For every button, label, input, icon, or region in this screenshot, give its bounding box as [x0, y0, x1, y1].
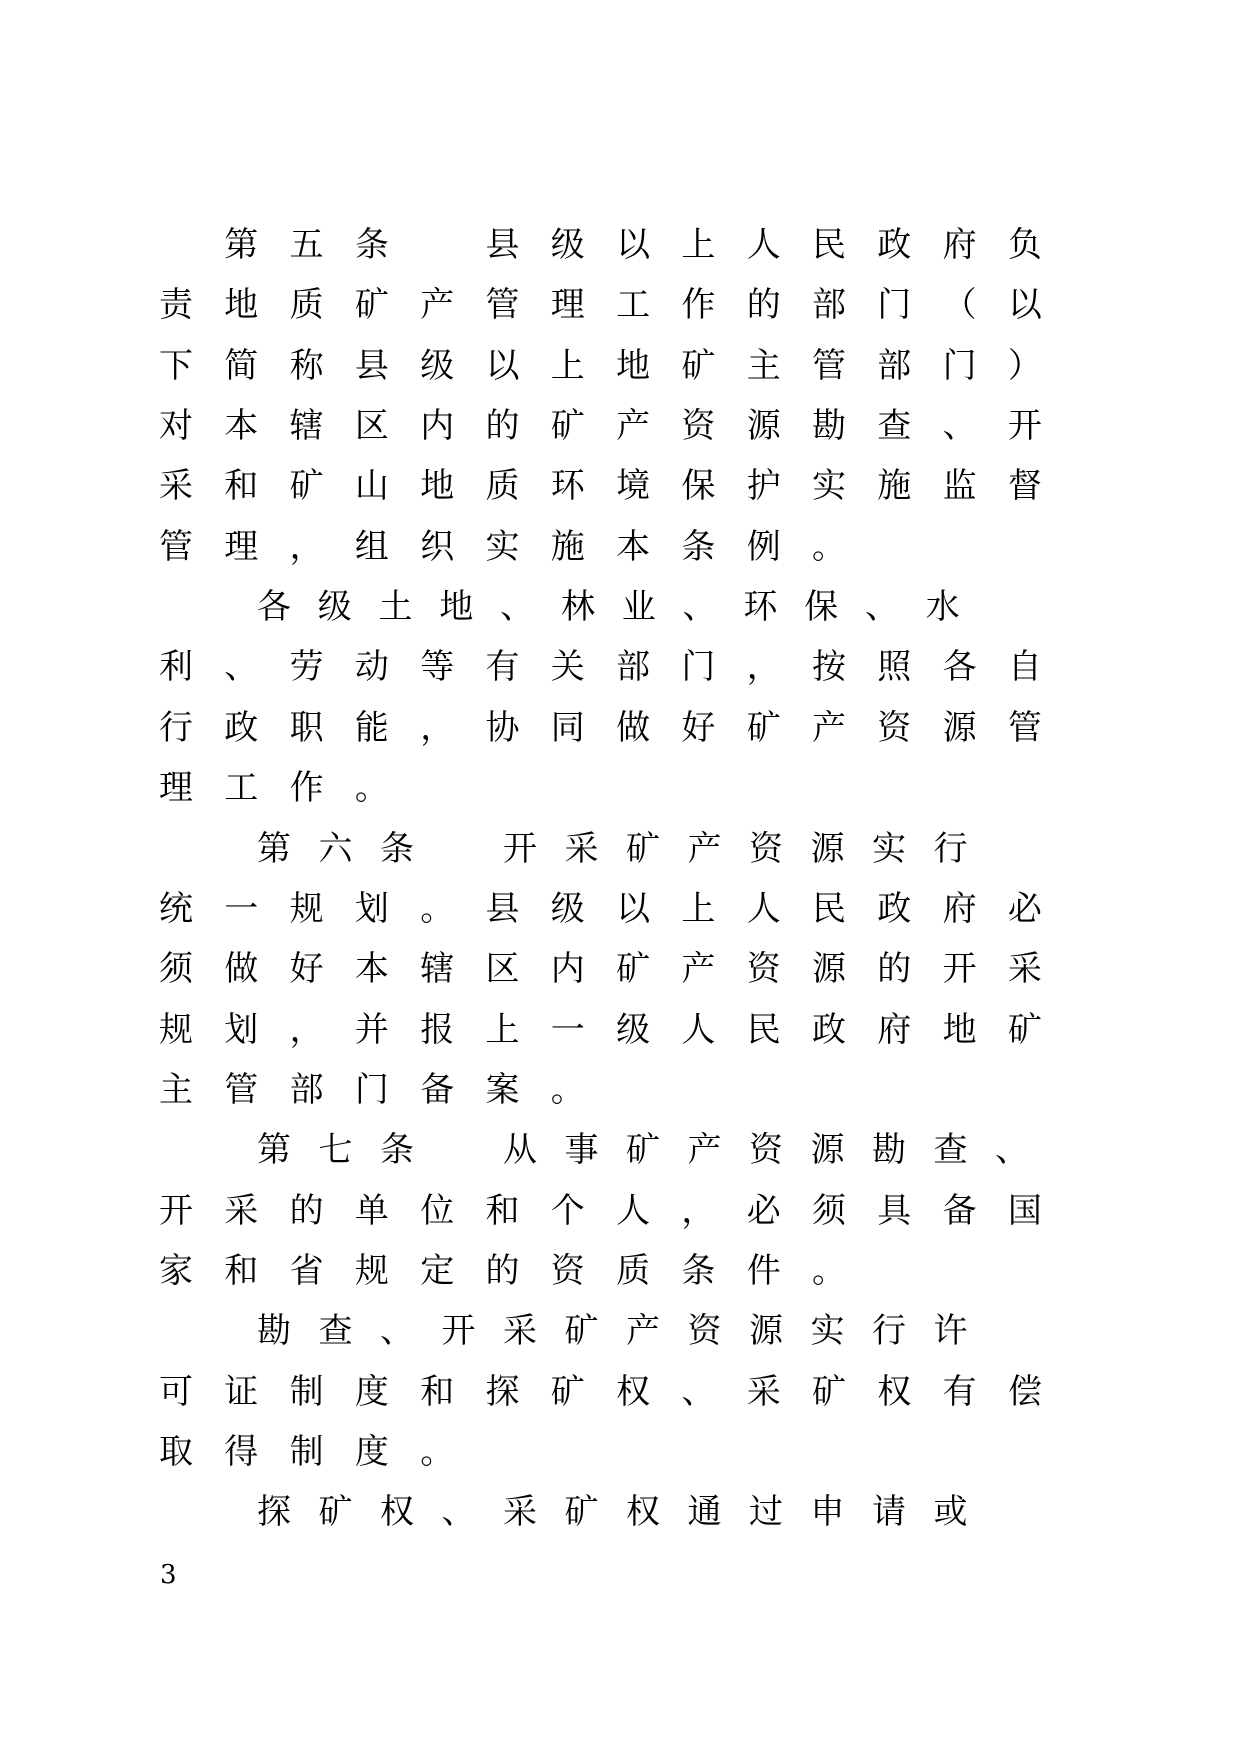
text-char: 开 — [942, 949, 977, 990]
text-char: 等 — [420, 647, 455, 688]
text-char: 保 — [681, 466, 716, 507]
text-char: 查 — [877, 406, 912, 447]
text-char: 政 — [877, 225, 912, 265]
text-char: 可 — [159, 1371, 193, 1412]
text-char: 地 — [942, 1009, 977, 1050]
text-char: 人 — [616, 1190, 651, 1231]
text-char: 做 — [616, 707, 651, 748]
text-char: 偿 — [1007, 1371, 1042, 1412]
text-char: 请 — [871, 1492, 906, 1533]
text-char: 上 — [681, 225, 716, 265]
text-char: 部 — [289, 1069, 324, 1110]
text-char: 管 — [812, 345, 846, 386]
text-char: 勘 — [871, 1130, 906, 1171]
text-char: 政 — [812, 1009, 846, 1050]
text-char: 能 — [354, 707, 389, 748]
text-line — [0, 1241, 1240, 1301]
text-char — [409, 215, 465, 275]
text-char: 人 — [746, 888, 781, 929]
text-char: 门 — [354, 1069, 389, 1110]
text-char: 和 — [224, 466, 259, 507]
text-char: 矿 — [1007, 1009, 1042, 1050]
text-char: 管 — [1007, 707, 1042, 748]
text-char: 自 — [1007, 647, 1042, 688]
text-char: 县 — [485, 225, 520, 265]
text-char: 省 — [289, 1250, 324, 1291]
text-char: 权 — [379, 1492, 414, 1533]
text-char: 实 — [871, 828, 906, 869]
text-char: 本 — [224, 406, 259, 447]
text-char: 矿 — [616, 949, 651, 990]
text-char: 资 — [877, 707, 912, 748]
text-char: 劳 — [289, 647, 324, 688]
text-char: 环 — [743, 587, 778, 628]
text-char: 资 — [748, 1130, 783, 1171]
text-char: 、 — [441, 1492, 476, 1533]
text-char: 报 — [420, 1009, 455, 1050]
text-char: 条 — [681, 526, 716, 567]
text-char: 或 — [933, 1492, 968, 1533]
text-char: 各 — [942, 647, 977, 688]
text-char: 备 — [942, 1190, 977, 1231]
text-char — [430, 819, 486, 879]
text-char: 必 — [746, 1190, 781, 1231]
text-char: 上 — [550, 345, 585, 386]
text-char: 。 — [812, 526, 846, 567]
text-char: 取 — [159, 1432, 193, 1472]
text-char: 质 — [289, 285, 324, 326]
text-char: 称 — [289, 345, 324, 386]
text-char: 源 — [748, 1311, 783, 1352]
text-char: 门 — [681, 647, 716, 688]
text-char: 的 — [746, 285, 781, 326]
text-char: 林 — [560, 587, 595, 628]
text-char: 管 — [159, 526, 193, 567]
text-char: 区 — [354, 406, 389, 447]
text-char: 。 — [812, 1250, 846, 1291]
text-char: 理 — [224, 526, 259, 567]
text-char: 查 — [318, 1311, 353, 1352]
text-char: 和 — [485, 1190, 520, 1231]
text-char: 质 — [485, 466, 520, 507]
text-char: 辖 — [420, 949, 455, 990]
text-line — [0, 1362, 1240, 1422]
text-char: 作 — [289, 768, 324, 809]
text-char: 家 — [159, 1250, 193, 1291]
text-char: 动 — [354, 647, 389, 688]
text-char: 案 — [485, 1069, 520, 1110]
text-char: 条 — [379, 828, 414, 869]
text-char: 。 — [354, 768, 389, 809]
text-char: 定 — [420, 1250, 455, 1291]
text-line — [0, 758, 1240, 818]
text-char: 权 — [625, 1492, 660, 1533]
text-char: 以 — [1007, 285, 1042, 326]
text-char: 级 — [420, 345, 455, 386]
text-char: 实 — [810, 1311, 845, 1352]
text-char: 行 — [933, 828, 968, 869]
text-char: 工 — [224, 768, 259, 809]
text-line — [0, 1000, 1240, 1060]
text-char: 矿 — [681, 345, 716, 386]
text-char: 矿 — [289, 466, 324, 507]
text-line — [0, 275, 1240, 335]
text-char: 五 — [289, 225, 324, 265]
text-char: 许 — [933, 1311, 968, 1352]
text-char: 协 — [485, 707, 520, 748]
text-char: 源 — [810, 828, 845, 869]
text-char: 件 — [746, 1250, 781, 1291]
text-char: ， — [289, 1009, 324, 1050]
text-char: 土 — [378, 587, 413, 628]
text-char: 业 — [621, 587, 656, 628]
text-char: 本 — [354, 949, 389, 990]
text-char: 。 — [420, 1432, 455, 1472]
text-line — [0, 396, 1240, 456]
text-char: ， — [681, 1190, 716, 1231]
text-line — [0, 577, 1240, 637]
text-char: 统 — [159, 888, 193, 929]
text-char: 督 — [1007, 466, 1042, 507]
text-char: 申 — [810, 1492, 845, 1533]
text-char: 矿 — [564, 1492, 599, 1533]
text-char: 采 — [502, 1311, 537, 1352]
text-char: 府 — [942, 225, 977, 265]
text-char: 上 — [681, 888, 716, 929]
text-char: 民 — [812, 888, 846, 929]
text-char: 上 — [485, 1009, 520, 1050]
text-line — [0, 1482, 1240, 1542]
text-char: 门 — [877, 285, 912, 326]
text-char: 产 — [687, 828, 722, 869]
text-char: 开 — [441, 1311, 476, 1352]
text-line — [0, 819, 1240, 879]
text-line — [0, 517, 1240, 577]
text-line — [0, 698, 1240, 758]
text-char: 地 — [616, 345, 651, 386]
text-char: 地 — [420, 466, 455, 507]
text-char: 度 — [354, 1371, 389, 1412]
text-char: 管 — [485, 285, 520, 326]
text-char: 政 — [877, 888, 912, 929]
text-char: 施 — [877, 466, 912, 507]
text-char: 位 — [420, 1190, 455, 1231]
text-line — [0, 1422, 1240, 1482]
text-char: 县 — [485, 888, 520, 929]
text-char: 区 — [485, 949, 520, 990]
text-char: 划 — [354, 888, 389, 929]
text-char: 制 — [289, 1432, 324, 1472]
text-char: 组 — [354, 526, 389, 567]
text-char: 具 — [877, 1190, 912, 1231]
text-line — [0, 1120, 1240, 1180]
text-char: 备 — [420, 1069, 455, 1110]
text-char: 人 — [681, 1009, 716, 1050]
text-char: 门 — [942, 345, 977, 386]
text-char: 主 — [746, 345, 781, 386]
text-char: 级 — [550, 888, 585, 929]
text-char: 职 — [289, 707, 324, 748]
text-char: 实 — [485, 526, 520, 567]
text-char: ， — [420, 707, 455, 748]
text-char: 制 — [289, 1371, 324, 1412]
text-char: 地 — [224, 285, 259, 326]
text-char: 通 — [687, 1492, 722, 1533]
text-char: 部 — [877, 345, 912, 386]
text-char: 个 — [550, 1190, 585, 1231]
text-char — [430, 1120, 486, 1180]
text-char: 矿 — [625, 1130, 660, 1171]
text-char: 过 — [748, 1492, 783, 1533]
text-char: 并 — [354, 1009, 389, 1050]
text-char: 第 — [224, 225, 259, 265]
text-char: （ — [942, 285, 977, 326]
text-char: 行 — [159, 707, 193, 748]
text-char: 源 — [942, 707, 977, 748]
text-char: 利 — [159, 647, 193, 688]
text-char: 部 — [616, 647, 651, 688]
text-char: 条 — [354, 225, 389, 265]
text-char: 国 — [1007, 1190, 1042, 1231]
text-char: 理 — [159, 768, 193, 809]
text-char: 条 — [379, 1130, 414, 1171]
text-line — [0, 1301, 1240, 1361]
text-char: 山 — [354, 466, 389, 507]
text-char: 从 — [502, 1130, 537, 1171]
text-line — [0, 879, 1240, 939]
text-line — [0, 456, 1240, 516]
text-char: 权 — [877, 1371, 912, 1412]
text-line — [0, 1060, 1240, 1120]
text-char: 负 — [1007, 225, 1042, 265]
text-char: 产 — [625, 1311, 660, 1352]
text-char: 开 — [502, 828, 537, 869]
text-char: 查 — [933, 1130, 968, 1171]
text-char: 有 — [485, 647, 520, 688]
text-char: 资 — [550, 1250, 585, 1291]
text-char: 规 — [354, 1250, 389, 1291]
text-char: 级 — [616, 1009, 651, 1050]
text-char: 部 — [812, 285, 846, 326]
text-char: 县 — [354, 345, 389, 386]
text-char: 和 — [224, 1250, 259, 1291]
text-char: 矿 — [354, 285, 389, 326]
text-char: 管 — [224, 1069, 259, 1110]
text-char: 、 — [682, 587, 717, 628]
text-char: 辖 — [289, 406, 324, 447]
text-char: 源 — [746, 406, 781, 447]
text-char: 源 — [812, 949, 846, 990]
text-char: 矿 — [746, 707, 781, 748]
text-char: 采 — [224, 1190, 259, 1231]
text-char: 一 — [550, 1009, 585, 1050]
text-char: 简 — [224, 345, 259, 386]
text-line — [0, 336, 1240, 396]
text-char: 开 — [159, 1190, 193, 1231]
text-char: 行 — [871, 1311, 906, 1352]
text-char: 矿 — [318, 1492, 353, 1533]
text-char: 产 — [681, 949, 716, 990]
text-char: 质 — [616, 1250, 651, 1291]
text-char: 内 — [420, 406, 455, 447]
text-char: 产 — [687, 1130, 722, 1171]
text-char: 、 — [379, 1311, 414, 1352]
text-char: 、 — [681, 1371, 716, 1412]
text-char: 理 — [550, 285, 585, 326]
text-char: 环 — [550, 466, 585, 507]
text-char: 人 — [746, 225, 781, 265]
text-char: 施 — [550, 526, 585, 567]
text-char: 矿 — [550, 406, 585, 447]
text-char: 规 — [159, 1009, 193, 1050]
text-char: 民 — [812, 225, 846, 265]
text-char: 府 — [877, 1009, 912, 1050]
text-char: 、 — [224, 647, 259, 688]
text-line — [0, 215, 1240, 275]
text-char: 好 — [681, 707, 716, 748]
text-char: 一 — [224, 888, 259, 929]
text-char: 作 — [681, 285, 716, 326]
text-char: 关 — [550, 647, 585, 688]
text-char: 探 — [485, 1371, 520, 1412]
text-char: 同 — [550, 707, 585, 748]
text-char: 须 — [159, 949, 193, 990]
text-char: 保 — [804, 587, 839, 628]
text-char: 内 — [550, 949, 585, 990]
text-char: 地 — [439, 587, 474, 628]
text-char: 度 — [354, 1432, 389, 1472]
text-char: 主 — [159, 1069, 193, 1110]
text-char: 按 — [812, 647, 846, 688]
text-char: 产 — [616, 406, 651, 447]
text-char: 工 — [616, 285, 651, 326]
text-char: 矿 — [550, 1371, 585, 1412]
text-char: 采 — [746, 1371, 781, 1412]
text-char: 责 — [159, 285, 193, 326]
text-char: 境 — [616, 466, 651, 507]
text-char: 源 — [810, 1130, 845, 1171]
text-char: 规 — [289, 888, 324, 929]
text-char: 矿 — [625, 828, 660, 869]
text-char: 的 — [485, 406, 520, 447]
text-char: 、 — [500, 587, 535, 628]
text-char: 以 — [616, 225, 651, 265]
text-char: 划 — [224, 1009, 259, 1050]
text-char: 好 — [289, 949, 324, 990]
text-char: 开 — [1007, 406, 1042, 447]
text-char: 有 — [942, 1371, 977, 1412]
text-char: 须 — [812, 1190, 846, 1231]
text-char: ， — [746, 647, 781, 688]
text-char: 勘 — [256, 1311, 291, 1352]
text-char: 水 — [925, 587, 960, 628]
text-char: 第 — [256, 828, 291, 869]
text-char: 织 — [420, 526, 455, 567]
text-char: 资 — [748, 828, 783, 869]
text-char: 产 — [420, 285, 455, 326]
text-char: 护 — [746, 466, 781, 507]
text-char: 级 — [550, 225, 585, 265]
text-char: 各 — [256, 587, 291, 628]
page-number: 3 — [160, 1560, 177, 1590]
text-char: 资 — [746, 949, 781, 990]
text-char: 采 — [502, 1492, 537, 1533]
text-char: 。 — [420, 888, 455, 929]
text-char: ） — [1007, 345, 1042, 386]
text-char: 政 — [224, 707, 259, 748]
text-char: 探 — [256, 1492, 291, 1533]
text-char: 的 — [485, 1250, 520, 1291]
text-char: 矿 — [564, 1311, 599, 1352]
text-char: 勘 — [812, 406, 846, 447]
text-char: 六 — [318, 828, 353, 869]
text-char: 对 — [159, 406, 193, 447]
text-char: 必 — [1007, 888, 1042, 929]
text-char: 照 — [877, 647, 912, 688]
text-char: 证 — [224, 1371, 259, 1412]
text-char: 府 — [942, 888, 977, 929]
text-char: ， — [289, 526, 324, 567]
text-line — [0, 637, 1240, 697]
text-char: 级 — [317, 587, 352, 628]
text-char: 采 — [1007, 949, 1042, 990]
text-char: 权 — [616, 1371, 651, 1412]
text-char: 以 — [616, 888, 651, 929]
text-char: 监 — [942, 466, 977, 507]
text-char: 实 — [812, 466, 846, 507]
text-char: 资 — [687, 1311, 722, 1352]
text-char: 条 — [681, 1250, 716, 1291]
text-char: 下 — [159, 345, 193, 386]
text-char: 民 — [746, 1009, 781, 1050]
text-char: 得 — [224, 1432, 259, 1472]
text-char: 采 — [564, 828, 599, 869]
text-char: 单 — [354, 1190, 389, 1231]
text-char: 例 — [746, 526, 781, 567]
text-line — [0, 1181, 1240, 1241]
text-char: 。 — [550, 1069, 585, 1110]
text-char: 矿 — [812, 1371, 846, 1412]
text-char: 以 — [485, 345, 520, 386]
text-char: 的 — [289, 1190, 324, 1231]
text-char: 、 — [994, 1130, 1029, 1171]
text-char: 本 — [616, 526, 651, 567]
text-char: 七 — [318, 1130, 353, 1171]
text-char: 做 — [224, 949, 259, 990]
text-char: 和 — [420, 1371, 455, 1412]
text-char: 、 — [864, 587, 899, 628]
text-char: 的 — [877, 949, 912, 990]
text-char: 产 — [812, 707, 846, 748]
text-line — [0, 939, 1240, 999]
text-char: 资 — [681, 406, 716, 447]
text-char: 、 — [942, 406, 977, 447]
text-char: 采 — [159, 466, 193, 507]
text-char: 事 — [564, 1130, 599, 1171]
text-char: 第 — [256, 1130, 291, 1171]
